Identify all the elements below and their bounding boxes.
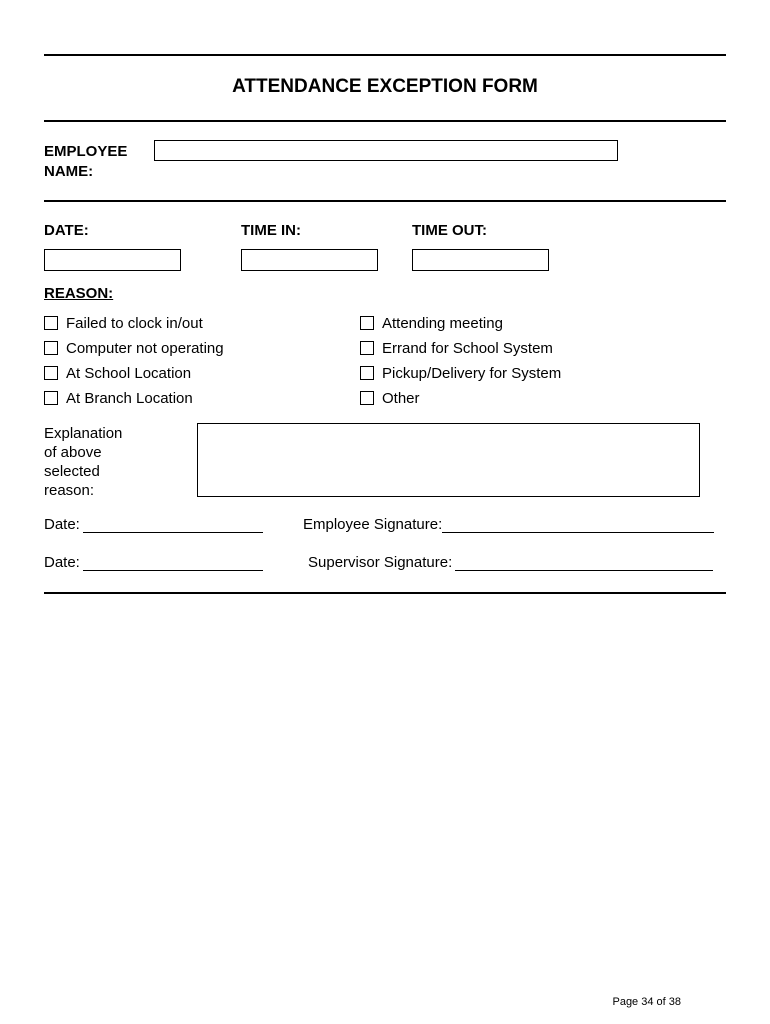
supervisor-signature-label: Supervisor Signature: <box>308 554 453 571</box>
reason-label: Failed to clock in/out <box>66 314 203 332</box>
sign-date-label: Date: <box>44 554 80 571</box>
reason-label: Other <box>382 389 420 407</box>
supervisor-signature-row <box>308 554 713 571</box>
checkbox[interactable] <box>44 366 58 380</box>
time-in-field[interactable] <box>241 249 378 271</box>
employee-sign-row <box>44 516 263 533</box>
reason-label: Computer not operating <box>66 339 224 357</box>
reason-option[interactable] <box>360 389 420 407</box>
reason-option[interactable] <box>360 339 553 357</box>
employee-signature-row <box>303 516 714 533</box>
employee-name-label: EMPLOYEE NAME: <box>44 143 128 180</box>
reason-heading: REASON: <box>44 285 114 302</box>
employee-signature-line[interactable] <box>442 517 714 533</box>
name-rule <box>44 200 726 202</box>
date-line[interactable] <box>83 555 263 571</box>
checkbox[interactable] <box>44 391 58 405</box>
checkbox[interactable] <box>360 341 374 355</box>
form-title: ATTENDANCE EXCEPTION FORM <box>232 76 538 97</box>
page-number: Page 34 of 38 <box>612 996 681 1008</box>
time-in-label: TIME IN: <box>241 222 301 239</box>
explanation-field[interactable] <box>197 423 700 497</box>
employee-signature-label: Employee Signature: <box>303 516 443 533</box>
reason-label: Attending meeting <box>382 314 503 332</box>
checkbox[interactable] <box>360 316 374 330</box>
reason-option[interactable] <box>44 389 193 407</box>
reason-label: At School Location <box>66 364 192 382</box>
reason-option[interactable] <box>44 314 203 332</box>
top-rule <box>44 54 726 56</box>
date-line[interactable] <box>83 517 263 533</box>
checkbox[interactable] <box>360 391 374 405</box>
reason-label: At Branch Location <box>66 389 193 407</box>
sign-date-label: Date: <box>44 516 80 533</box>
reason-option[interactable] <box>44 339 224 357</box>
explanation-label: Explanation of above selected reason: <box>44 425 123 499</box>
checkbox[interactable] <box>44 316 58 330</box>
time-out-label: TIME OUT: <box>412 222 487 239</box>
title-rule <box>44 120 726 122</box>
date-label: DATE: <box>44 222 89 239</box>
reason-label: Pickup/Delivery for System <box>382 364 562 382</box>
reason-option[interactable] <box>360 314 503 332</box>
reason-option[interactable] <box>44 364 191 382</box>
time-out-field[interactable] <box>412 249 549 271</box>
supervisor-signature-line[interactable] <box>455 555 713 571</box>
supervisor-sign-row <box>44 554 263 571</box>
employee-name-field[interactable] <box>154 140 618 161</box>
bottom-rule <box>44 592 726 594</box>
date-field[interactable] <box>44 249 181 271</box>
reason-label: Errand for School System <box>382 339 553 357</box>
checkbox[interactable] <box>44 341 58 355</box>
reason-option[interactable] <box>360 364 561 382</box>
checkbox[interactable] <box>360 366 374 380</box>
